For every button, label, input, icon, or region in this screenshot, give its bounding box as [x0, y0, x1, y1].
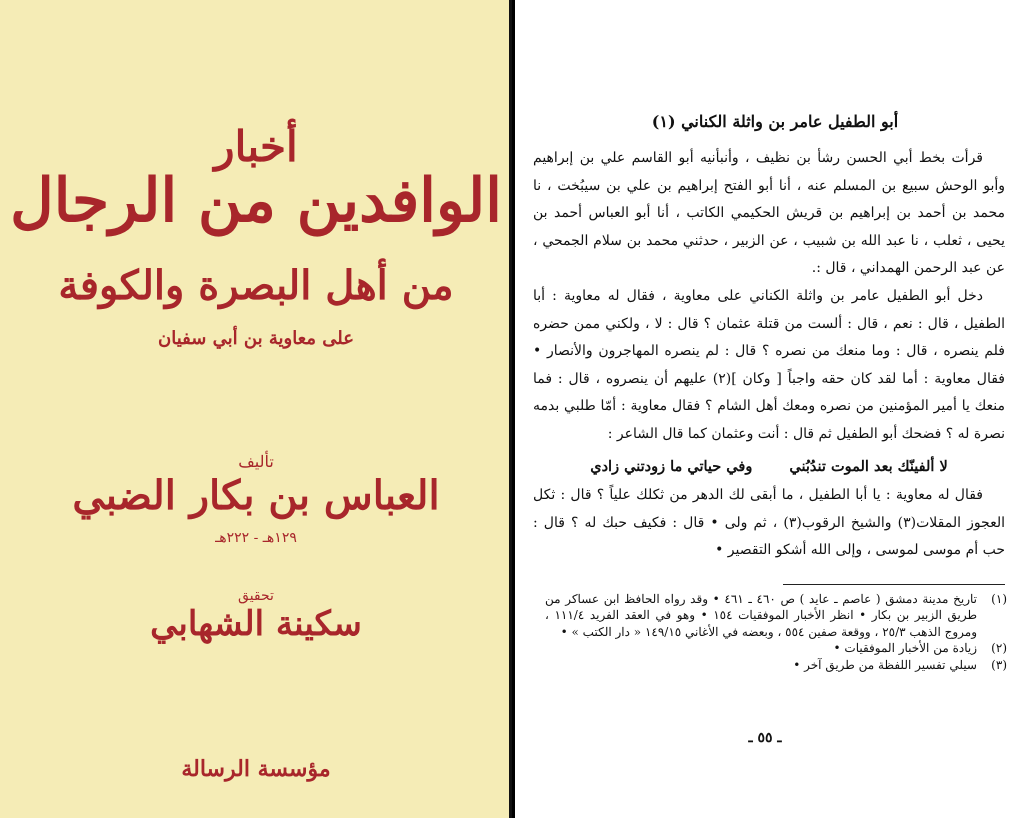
footnote-number: (٢) [991, 641, 1007, 656]
cover-akhbar: أخبار [214, 122, 298, 171]
footnotes [545, 591, 1007, 673]
verse-hemistich: وفي حياتي ما زودتني زادي [590, 457, 753, 475]
footnote [545, 591, 1007, 640]
cover-editor-label: تحقيق [238, 588, 274, 604]
poem-verse [533, 453, 1005, 481]
cover-dates: ١٢٩هـ - ٢٢٢هـ [215, 530, 297, 546]
cover-author-label: تأليف [238, 452, 274, 471]
cover-author: العباس بن بكار الضبي [72, 472, 440, 519]
cover-publisher: مؤسسة الرسالة [181, 756, 331, 782]
footnote-text: زيادة من الأخبار الموفقيات • [833, 641, 977, 656]
footnote-number: (٣) [991, 657, 1007, 672]
footnote [545, 640, 1007, 656]
footnote [545, 657, 1007, 673]
page-body [533, 145, 1005, 565]
book-page [515, 0, 1023, 818]
page-number: ـ ٥٥ ـ [748, 730, 782, 746]
cover-title: الوافدين من الرجال [10, 166, 502, 236]
verse-hemistich: لا ألفينّك بعد الموت تندُبُني [789, 457, 948, 475]
footnote-divider [783, 584, 1005, 585]
footnote-text: تاريخ مدينة دمشق ( عاصم ـ عايد ) ص ٤٦٠ ـ ٤٦١ • وقد رواه الحافظ ابن عساكر من طريق الزبير بن بكار • انظر الأخبار الموفقيات ١٥٤ • وهو في العقد الفريد ١١١/٤ ، ومروج الذهب ٢٥/٣ ، ووقعة صفين ٥٥٤ ، وبعضه في الأغاني ١٤٩/١٥ « دار الكتب » • [545, 592, 978, 639]
paragraph: قرأت بخط أبي الحسن رشأ بن نظيف ، وأنبأنيه أبو القاسم علي بن إبراهيم وأبو الوحش سبيع بن المسلم عنه ، أنا أبو الفتح إبراهيم بن علي بن سيبُخت ، نا محمد بن أحمد بن إبراهيم بن قريش الحكيمي الكاتب ، أنا أبو العباس أحمد بن يحيى ، ثعلب ، نا عبد الله بن شبيب ، عن الزبير ، حدثني محمد بن سلام الجمحي ، عن عبد الرحمن الهمداني ، قال :. [533, 150, 1005, 277]
page-title: أبو الطفيل عامر بن واثلة الكناني (١) [651, 112, 899, 131]
paragraph: فقال له معاوية : يا أبا الطفيل ، ما أبقى لك الدهر من ثكلك علياً ؟ قال : ثكل العجوز المقلات(٣) والشيخ الرقوب(٣) ، ثم ولى • قال : فكيف حبك له ؟ قال : حب أم موسى لموسى ، وإلى الله أشكو التقصير • [533, 487, 1006, 559]
footnote-number: (١) [991, 592, 1007, 606]
cover-editor: سكينة الشهابي [150, 604, 362, 644]
footnote-text: سيلي تفسير اللفظة من طريق آخر • [793, 657, 977, 672]
cover-subtitle-2: على معاوية بن أبي سفيان [158, 328, 354, 349]
paragraph: دخل أبو الطفيل عامر بن واثلة الكناني على معاوية ، فقال له معاوية : أبا الطفيل ، قال : نعم ، قال : ألست من قتلة عثمان ؟ قال : لا ، ولكني ممن حضره فلم ينصره ، قال : وما منعك من نصره ؟ قال : لم ينصره المهاجرون والأنصار • فقال معاوية : أما لقد كان حقه واجباً [ وكان ](٢) عليهم أن ينصروه ، قال : فما منعك يا أمير المؤمنين من نصره ومعك أهل الشام ؟ فقال معاوية : أمّا طلبي بدمه نصرة له ؟ فضحك أبو الطفيل ثم قال : أنت وعثمان كما قال الشاعر : [533, 287, 1005, 442]
cover-subtitle: من أهل البصرة والكوفة [58, 262, 454, 309]
